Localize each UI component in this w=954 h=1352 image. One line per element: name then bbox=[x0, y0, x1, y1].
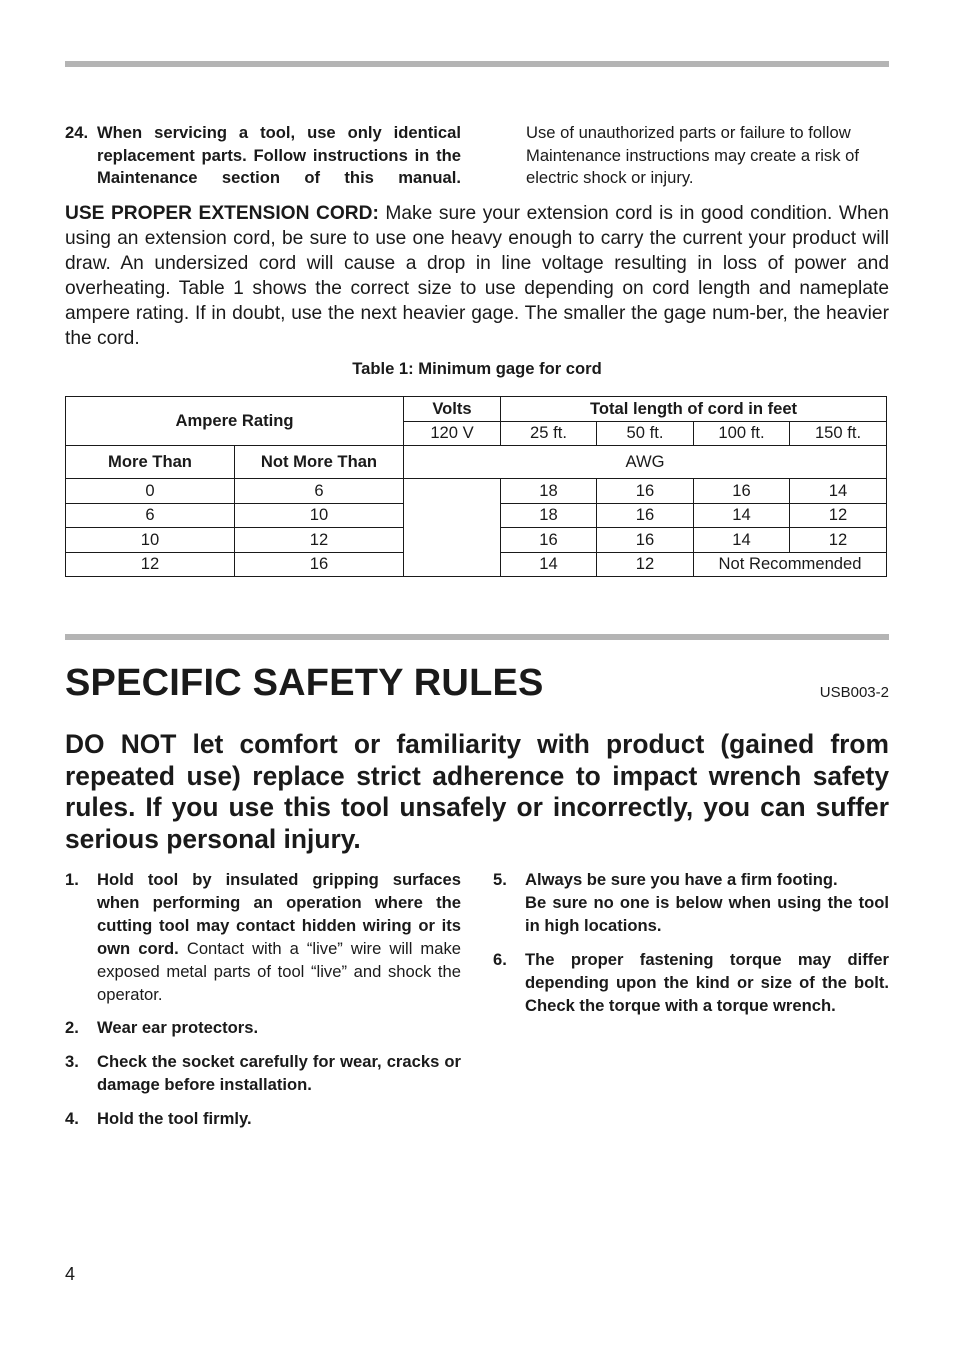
header-length-150: 150 ft. bbox=[790, 421, 887, 446]
cell-gage: 18 bbox=[501, 479, 597, 504]
table-column-label-row bbox=[66, 446, 887, 479]
header-volt-value: 120 V bbox=[404, 421, 501, 446]
rule-text-bold: Hold tool by insulated gripping surfaces when performing an operation where the cutting tool may contact hidden wiring or its own cord. bbox=[97, 870, 461, 958]
header-length-100: 100 ft. bbox=[694, 421, 790, 446]
rules-column-right bbox=[493, 869, 889, 1028]
rule-24-number: 24. bbox=[65, 123, 89, 142]
rule-item bbox=[493, 949, 889, 1018]
rule-number: 3. bbox=[65, 1052, 79, 1072]
cell-not-more-than: 10 bbox=[235, 503, 404, 528]
extension-cord-paragraph bbox=[65, 201, 889, 351]
header-length-25: 25 ft. bbox=[501, 421, 597, 446]
header-more-than: More Than bbox=[66, 446, 235, 479]
rule-item bbox=[493, 869, 889, 938]
extension-cord-text: Make sure your extension cord is in good condition. When using an extension cord, be sure to use one heavy enough to carry the current your product will draw. An undersized cord will cause a drop in line voltage resulting in loss of power and overheating. Table 1 shows the correct size to use depending on cord length and nameplate ampere rating. If in doubt, use the next heavier gage. The smaller the gage num-ber, the heavier the cord. bbox=[65, 203, 889, 349]
rules-column-left bbox=[65, 869, 461, 1142]
header-total-length: Total length of cord in feet bbox=[501, 397, 887, 422]
gage-table bbox=[65, 396, 887, 577]
cell-gage: 18 bbox=[501, 503, 597, 528]
cell-gage: 12 bbox=[790, 528, 887, 553]
cell-gage: 14 bbox=[501, 552, 597, 577]
rule-text-bold: Hold the tool firmly. bbox=[97, 1109, 252, 1129]
cell-gage: 12 bbox=[790, 503, 887, 528]
rule-item bbox=[65, 1051, 461, 1097]
section-rule bbox=[65, 634, 889, 640]
top-rule bbox=[65, 61, 889, 67]
cell-not-recommended: Not Recommended bbox=[694, 552, 887, 577]
rule-24-note: Use of unauthorized parts or failure to follow Maintenance instructions may create a risk of electric shock or injury. bbox=[526, 123, 859, 188]
cell-gage: 14 bbox=[790, 479, 887, 504]
rule-number: 2. bbox=[65, 1018, 79, 1038]
rule-text-bold: The proper fastening torque may differ depending upon the kind or size of the bolt. Check the torque with a torque wrench. bbox=[525, 949, 889, 1015]
rule-number: 6. bbox=[493, 949, 507, 969]
section-title: SPECIFIC SAFETY RULES bbox=[65, 662, 544, 704]
cell-gage: 14 bbox=[694, 528, 790, 553]
rule-number: 5. bbox=[493, 870, 507, 889]
table-row bbox=[66, 479, 887, 504]
rule-item bbox=[65, 869, 461, 1006]
rule-text-bold-2: Be sure no one is below when using the tool in high locations. bbox=[525, 892, 889, 935]
rule-24 bbox=[65, 122, 461, 190]
cell-gage: 14 bbox=[694, 503, 790, 528]
rule-text-normal: Contact with a “live” wire will make exposed metal parts of tool “live” and shock the operator. bbox=[97, 938, 461, 1004]
safety-warning: DO NOT let comfort or familiarity with product (gained from repeated use) replace strict adherence to impact wrench safety rules. If you use this tool unsafely or incorrectly, you can suffer serious personal injury. bbox=[65, 729, 889, 854]
cell-gage: 16 bbox=[501, 528, 597, 553]
section-code: USB003-2 bbox=[819, 684, 889, 701]
header-length-50: 50 ft. bbox=[597, 421, 694, 446]
rule-24-text: When servicing a tool, use only identical replacement parts. Follow instructions in the Maintenance section of this manual. bbox=[97, 123, 461, 188]
rule-number: 1. bbox=[65, 870, 79, 889]
rule-item bbox=[65, 1108, 461, 1131]
rule-text-bold: Wear ear protectors. bbox=[97, 1018, 259, 1038]
cell-gage: 12 bbox=[597, 552, 694, 577]
table-header-row bbox=[66, 397, 887, 422]
cell-gage: 16 bbox=[597, 479, 694, 504]
rule-text-bold: Always be sure you have a firm footing. bbox=[525, 870, 838, 889]
header-awg: AWG bbox=[404, 446, 887, 479]
cell-not-more-than: 6 bbox=[235, 479, 404, 504]
rule-item bbox=[65, 1017, 461, 1040]
cell-not-more-than: 16 bbox=[235, 552, 404, 577]
cell-more-than: 10 bbox=[66, 528, 235, 553]
header-not-more-than: Not More Than bbox=[235, 446, 404, 479]
cell-gage: 16 bbox=[597, 528, 694, 553]
cell-gage: 16 bbox=[597, 503, 694, 528]
cell-more-than: 6 bbox=[66, 503, 235, 528]
cell-not-more-than: 12 bbox=[235, 528, 404, 553]
cell-more-than: 12 bbox=[66, 552, 235, 577]
extension-cord-heading: USE PROPER EXTENSION CORD: bbox=[65, 203, 379, 224]
page-number: 4 bbox=[65, 1264, 76, 1284]
cell-gage: 16 bbox=[694, 479, 790, 504]
cell-more-than: 0 bbox=[66, 479, 235, 504]
header-ampere-rating: Ampere Rating bbox=[66, 397, 404, 446]
rule-number: 4. bbox=[65, 1109, 79, 1129]
cell-volts-empty bbox=[404, 479, 501, 577]
table-caption: Table 1: Minimum gage for cord bbox=[352, 359, 602, 378]
header-volts: Volts bbox=[404, 397, 501, 422]
rule-text-bold: Check the socket carefully for wear, cracks or damage before installation. bbox=[97, 1052, 461, 1095]
